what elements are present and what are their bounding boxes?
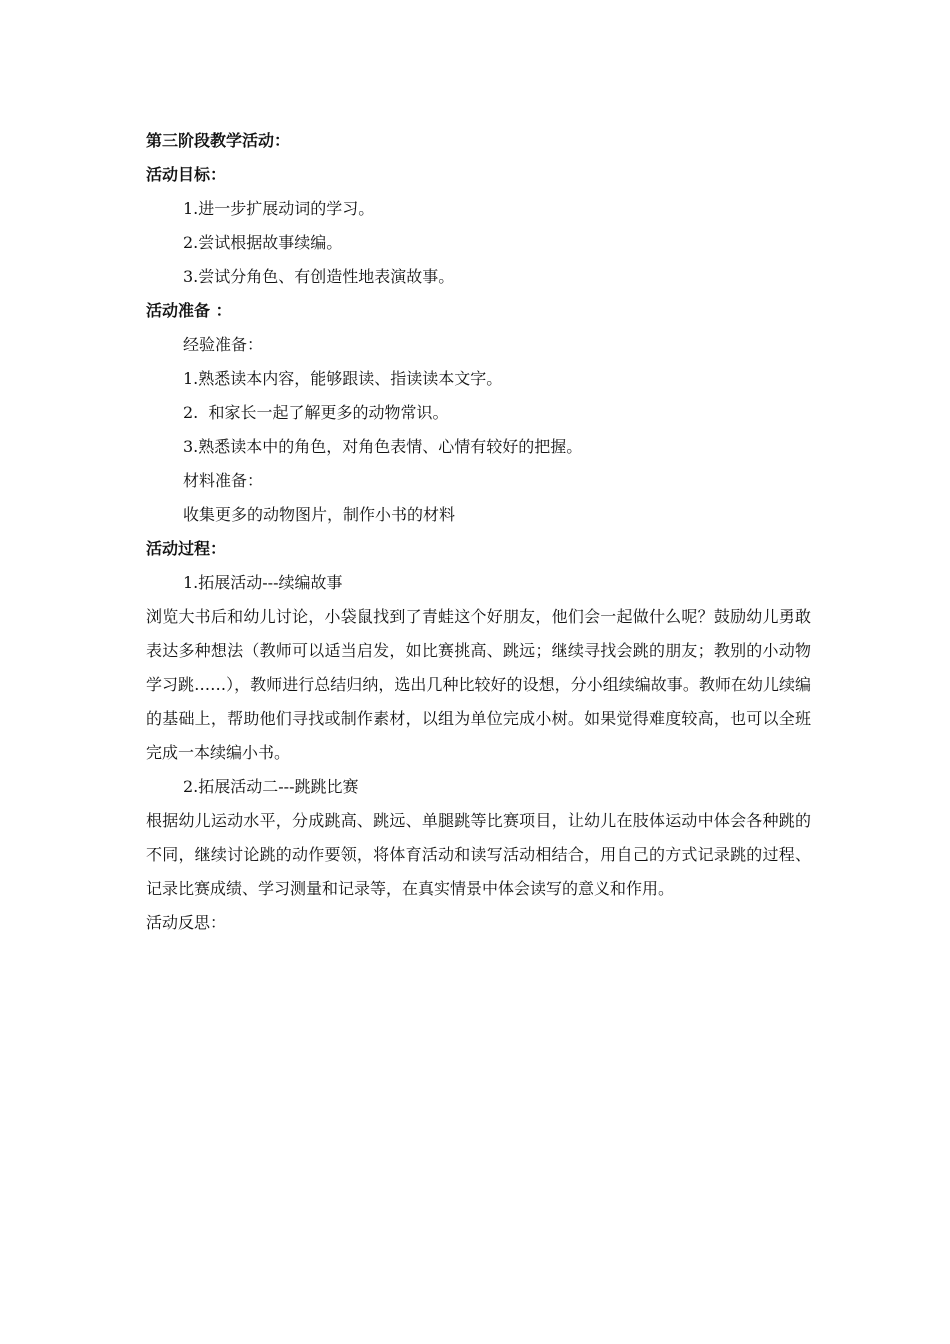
- process-heading: 活动过程：: [146, 539, 227, 558]
- document-body: [146, 124, 811, 940]
- activity1-paragraph: 浏览大书后和幼儿讨论，小袋鼠找到了青蛙这个好朋友，他们会一起做什么呢？鼓励幼儿勇敢表达多种想法（教师可以适当启发，如比赛挑高、跳远；继续寻找会跳的朋友；教别的小动物学习跳……），教师进行总结归纳，选出几种比较好的设想，分小组续编故事。教师在幼儿续编的基础上，帮助他们寻找或制作素材，以组为单位完成小树。如果觉得难度较高，也可以全班完成一本续编小书。: [146, 607, 811, 762]
- experience-item: 2. 和家长一起了解更多的动物常识。: [183, 403, 449, 422]
- activity1-title: 1.拓展活动---续编故事: [183, 573, 343, 592]
- reflection-heading: 活动反思：: [146, 913, 227, 932]
- activity2-title: 2.拓展活动二---跳跳比赛: [183, 777, 359, 796]
- experience-item: 1.熟悉读本内容，能够跟读、指读读本文字。: [183, 369, 503, 388]
- material-text: 收集更多的动物图片，制作小书的材料: [183, 505, 456, 524]
- material-label: 材料准备：: [183, 471, 264, 490]
- goal-item: 3.尝试分角色、有创造性地表演故事。: [183, 267, 455, 286]
- preparation-heading: 活动准备 ：: [146, 301, 232, 320]
- goals-heading: 活动目标：: [146, 165, 227, 184]
- stage-title: 第三阶段教学活动：: [146, 131, 291, 150]
- activity2-paragraph: 根据幼儿运动水平，分成跳高、跳远、单腿跳等比赛项目，让幼儿在肢体运动中体会各种跳的不同，继续讨论跳的动作要领，将体育活动和读写活动相结合，用自己的方式记录跳的过程、记录比赛成绩、学习测量和记录等，在真实情景中体会读写的意义和作用。: [146, 811, 811, 898]
- experience-label: 经验准备：: [183, 335, 264, 354]
- experience-item: 3.熟悉读本中的角色，对角色表情、心情有较好的把握。: [183, 437, 583, 456]
- goal-item: 2.尝试根据故事续编。: [183, 233, 343, 252]
- goal-item: 1.进一步扩展动词的学习。: [183, 199, 375, 218]
